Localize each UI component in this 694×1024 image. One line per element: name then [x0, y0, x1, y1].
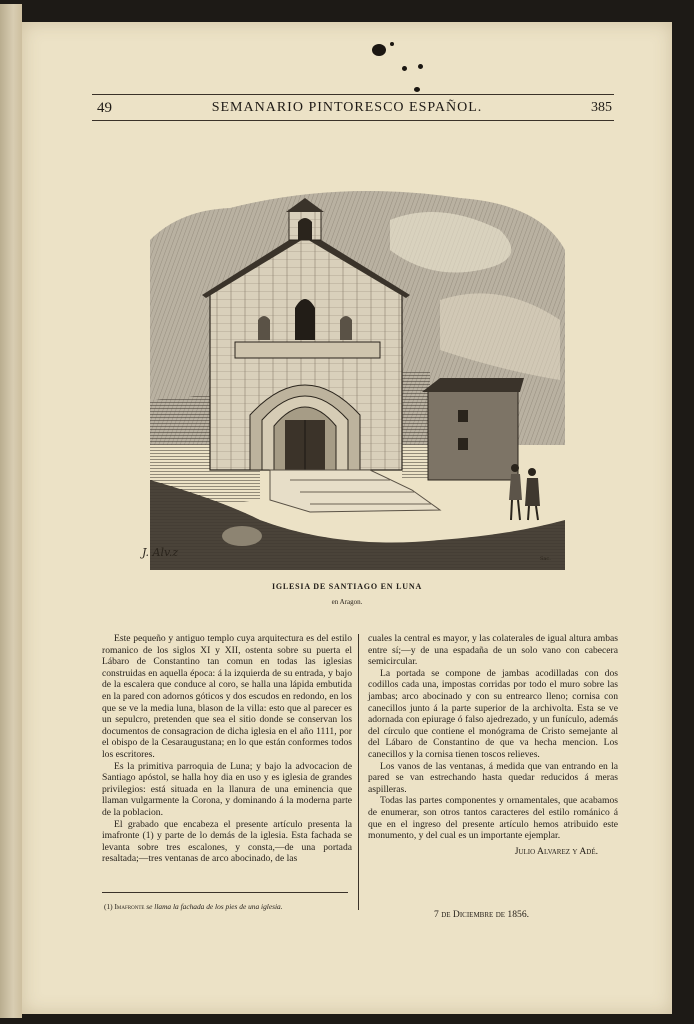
figure-caption: IGLESIA DE SANTIAGO EN LUNA [271, 582, 423, 591]
ink-blot [402, 66, 407, 71]
page-number: 385 [591, 100, 612, 115]
newspaper-page [22, 22, 672, 1014]
column-divider [358, 634, 359, 910]
ink-blot [390, 42, 394, 46]
side-house [428, 390, 518, 480]
paragraph: Todas las partes componentes y ornamentales, que acabamos de enumerar, son otros tantos caracteres del estilo románico á que en el ingreso del presente artículo hemos atribuido este monumento, y del cual es un importante ejemplar. [368, 795, 618, 842]
footnote-label: (1) Imafronte [104, 902, 145, 911]
paragraph: Los vanos de las ventanas, á medida que van entrando en la pared se van estrechando hasta quedar reducidos á meras aspilleras. [368, 760, 618, 795]
footnote-text: se llama la fachada de los pies de una iglesia. [144, 902, 283, 911]
header-rule-bottom [92, 120, 614, 121]
running-title: SEMANARIO PINTORESCO ESPAÑOL. [211, 100, 483, 115]
ink-blot [414, 87, 420, 92]
paragraph: La portada se compone de jambas acodilladas con dos codillos cada una, impostas corridas por todo el muro sobre las jambas; arco abocinado y con su entrearco lleno; cornisa con canecillos junto á la parte superior de la archivolta. Esta se ve adornada con epiurage ó falso ajedrezado, y un funículo, además del círculo que contiene el monógrama de Cristo semejante al del Lábaro de Constantino de que va hecha mencion. Los canecillos y la cornisa tienen toscos relieves. [368, 667, 618, 760]
ink-blot [372, 44, 386, 56]
paragraph: Este pequeño y antiguo templo cuya arquitectura es del estilo romanico de los siglos XI y XII, ostenta sobre su puerta el Lábaro de Constantino tan comun en todas las iglesias construidas en aquella época: á la izquierda de su entrada, y bajo de la escalera que conduce al coro, se halla una lápida embutida en la pared con adornos góticos y dos escudos en redondo, en los que se ve la media luna, blason de la villa: esto que al parecer es un sepulcro, pretenden que sea el sitio donde se conservan los documentos de consagracion de dicha iglesia en el año 1111, por el obispo de la Cesaraugustana; en lo que están conformes todos los escritores. [102, 633, 352, 760]
central-window [295, 299, 315, 340]
footnote-rule [102, 892, 348, 893]
issue-number: 49 [97, 100, 112, 116]
article-column-right [368, 633, 618, 857]
paragraph: cuales la central es mayor, y las colaterales de igual altura ambas entre sí;—y de una espadaña de un solo vano con cabecera semicircular. [368, 633, 618, 668]
church-engraving [140, 180, 570, 570]
artist-signature: J. Alv.z [142, 546, 179, 559]
article-column-left [102, 633, 352, 865]
publication-date: 7 de Diciembre de 1856. [434, 909, 530, 920]
paragraph: El grabado que encabeza el presente artículo presenta la imafronte (1) y parte de lo demás de la iglesia. Esta fachada se levanta sobre tres escalones, y consta,—de una portada resaltada;—tres ventanas de arco abocinado, de las [102, 818, 352, 865]
previous-page-edge [0, 4, 22, 1018]
header-rule-top [92, 94, 614, 95]
paragraph: Es la primitiva parroquia de Luna; y bajo la advocacion de Santiago apóstol, se halla hoy dia en uso y es iglesia de grandes privilegios: está situada en la llanura de una eminencia que llaman vulgarmente la Corona, y dominando á la moderna parte de la poblacion. [102, 760, 352, 818]
author-signature: Julio Alvarez y Adé. [514, 845, 598, 857]
figure-subcaption: en Aragon. [331, 598, 363, 606]
footnote [104, 902, 283, 911]
ink-blot [418, 64, 423, 69]
engraver-mark: Sac. [540, 556, 551, 562]
